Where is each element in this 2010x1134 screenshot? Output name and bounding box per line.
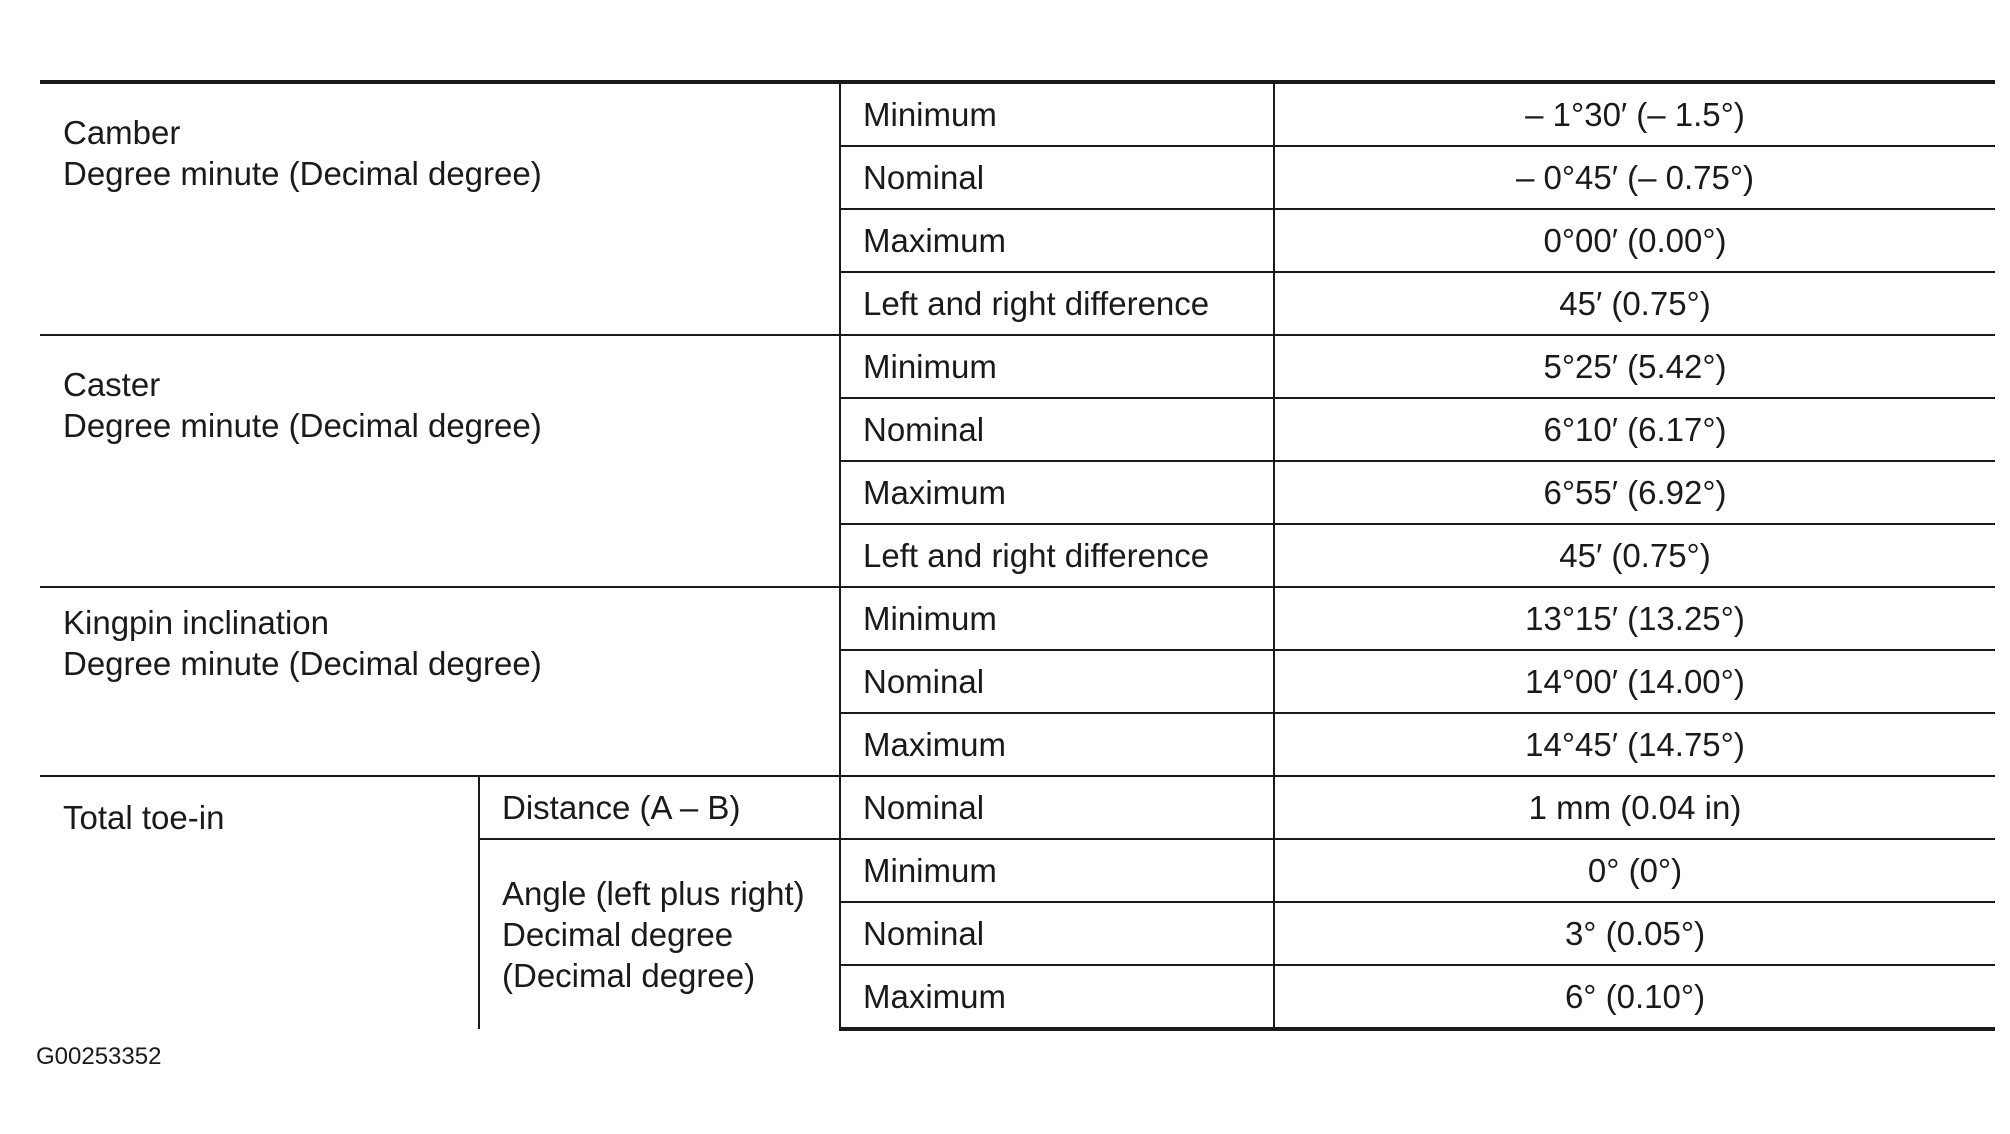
distance-label: Distance (A – B) <box>479 776 840 839</box>
angle-label-line: (Decimal degree) <box>502 957 756 994</box>
limit-label: Maximum <box>840 713 1274 776</box>
spec-value: 6°55′ (6.92°) <box>1274 461 1995 524</box>
spec-value: 5°25′ (5.42°) <box>1274 335 1995 398</box>
limit-label: Nominal <box>840 776 1274 839</box>
kingpin-cell <box>40 587 840 776</box>
kingpin-unit: Degree minute (Decimal degree) <box>63 645 542 682</box>
alignment-spec-table <box>40 80 1995 1031</box>
limit-label: Maximum <box>840 209 1274 272</box>
spec-value: 14°45′ (14.75°) <box>1274 713 1995 776</box>
spec-value: 6°10′ (6.17°) <box>1274 398 1995 461</box>
spec-value: 6° (0.10°) <box>1274 965 1995 1029</box>
caster-unit: Degree minute (Decimal degree) <box>63 407 542 444</box>
limit-label: Nominal <box>840 398 1274 461</box>
limit-label: Nominal <box>840 902 1274 965</box>
angle-label-line: Decimal degree <box>502 916 734 953</box>
limit-label: Maximum <box>840 461 1274 524</box>
figure-code: G00253352 <box>36 1043 162 1070</box>
caster-label: Caster <box>63 366 161 403</box>
spec-value: – 0°45′ (– 0.75°) <box>1274 146 1995 209</box>
angle-label-line: Angle (left plus right) <box>502 875 805 912</box>
limit-label: Nominal <box>840 650 1274 713</box>
limit-label: Minimum <box>840 587 1274 650</box>
caster-cell <box>40 335 840 587</box>
limit-label: Minimum <box>840 839 1274 902</box>
camber-unit: Degree minute (Decimal degree) <box>63 155 542 192</box>
table-row <box>40 587 1995 650</box>
spec-value: 45′ (0.75°) <box>1274 272 1995 335</box>
toe-in-label: Total toe-in <box>63 799 225 836</box>
camber-label: Camber <box>63 114 181 151</box>
spec-value: 14°00′ (14.00°) <box>1274 650 1995 713</box>
table-row <box>40 335 1995 398</box>
spec-value: 45′ (0.75°) <box>1274 524 1995 587</box>
table-row <box>40 776 1995 839</box>
limit-label: Left and right difference <box>840 524 1274 587</box>
toe-in-cell <box>40 776 479 1029</box>
limit-label: Left and right difference <box>840 272 1274 335</box>
limit-label: Minimum <box>840 335 1274 398</box>
spec-value: 13°15′ (13.25°) <box>1274 587 1995 650</box>
spec-value: 0°00′ (0.00°) <box>1274 209 1995 272</box>
table-row <box>40 82 1995 146</box>
limit-label: Maximum <box>840 965 1274 1029</box>
limit-label: Minimum <box>840 82 1274 146</box>
kingpin-label: Kingpin inclination <box>63 604 330 641</box>
limit-label: Nominal <box>840 146 1274 209</box>
angle-cell <box>479 839 840 1029</box>
spec-value: 1 mm (0.04 in) <box>1274 776 1995 839</box>
spec-value: – 1°30′ (– 1.5°) <box>1274 82 1995 146</box>
spec-value: 3° (0.05°) <box>1274 902 1995 965</box>
camber-cell <box>40 82 840 335</box>
spec-value: 0° (0°) <box>1274 839 1995 902</box>
